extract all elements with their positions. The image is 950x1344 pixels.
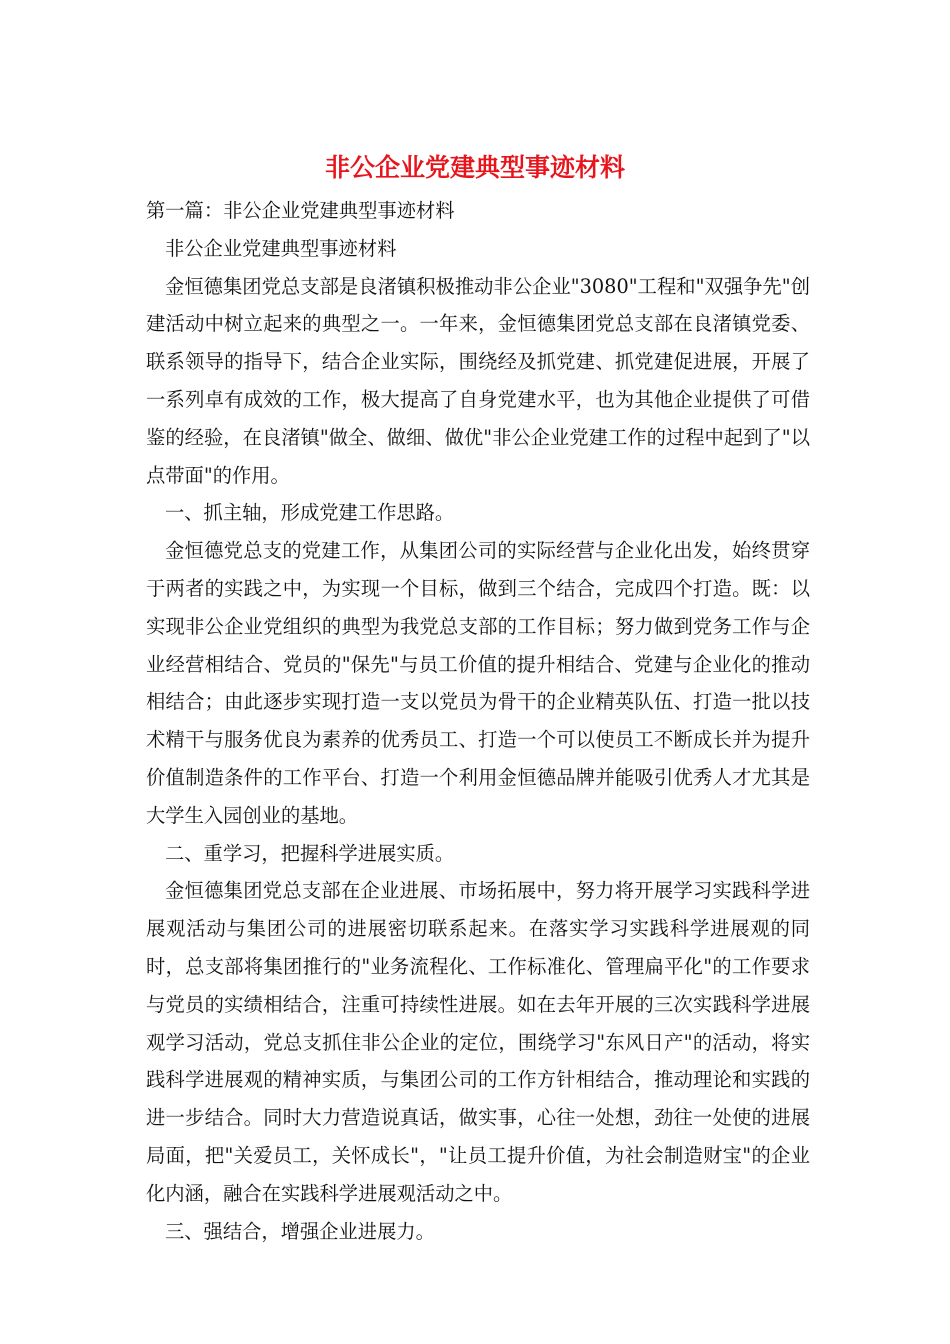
intro-paragraph: 金恒德集团党总支部是良渚镇积极推动非公企业"3080"工程和"双强争先"创建活动中树立起来的典型之一。一年来，金恒德集团党总支部在良渚镇党委、联系领导的指导下，结合企业实际，围绕经及抓党建、抓党建促进展，开展了一系列卓有成效的工作，极大提高了自身党建水平，也为其他企业提供了可借鉴的经验，在良渚镇"做全、做细、做优"非公企业党建工作的过程中起到了"以点带面"的作用。 <box>146 274 810 487</box>
heading-two: 二、重学习，把握科学进展实质。 <box>165 841 455 865</box>
heading-three: 三、强结合，增强企业进展力。 <box>165 1219 435 1243</box>
document-body <box>146 192 810 1250</box>
document-title: 非公企业党建典型事迹材料 <box>324 153 625 182</box>
section-heading: 第一篇：非公企业党建典型事迹材料 <box>146 199 455 222</box>
subtitle-paragraph: 非公企业党建典型事迹材料 <box>165 236 397 260</box>
paragraph-two: 金恒德集团党总支部在企业进展、市场拓展中，努力将开展学习实践科学进展观活动与集团公司的进展密切联系起来。在落实学习实践科学进展观的同时，总支部将集团推行的"业务流程化、工作标准化、管理扁平化"的工作要求与党员的实绩相结合，注重可持续性进展。如在去年开展的三次实践科学进展观学习活动，党总支抓住非公企业的定位，围绕学习"东风日产"的活动，将实践科学进展观的精神实质，与集团公司的工作方针相结合，推动理论和实践的进一步结合。同时大力营造说真话，做实事，心往一处想，劲往一处使的进展局面，把"关爱员工，关怀成长"，"让员工提升价值，为社会制造财宝"的企业化内涵，融合在实践科学进展观活动之中。 <box>146 879 810 1205</box>
paragraph-one: 金恒德党总支的党建工作，从集团公司的实际经营与企业化出发，始终贯穿于两者的实践之中，为实现一个目标，做到三个结合，完成四个打造。既：以实现非公企业党组织的典型为我党总支部的工作目标；努力做到党务工作与企业经营相结合、党员的"保先"与员工价值的提升相结合、党建与企业化的推动相结合；由此逐步实现打造一支以党员为骨干的企业精英队伍、打造一批以技术精干与服务优良为素养的优秀员工、打造一个可以使员工不断成长并为提升价值制造条件的工作平台、打造一个利用金恒德品牌并能吸引优秀人才尤其是大学生入园创业的基地。 <box>146 539 810 827</box>
heading-one: 一、抓主轴，形成党建工作思路。 <box>165 501 455 525</box>
